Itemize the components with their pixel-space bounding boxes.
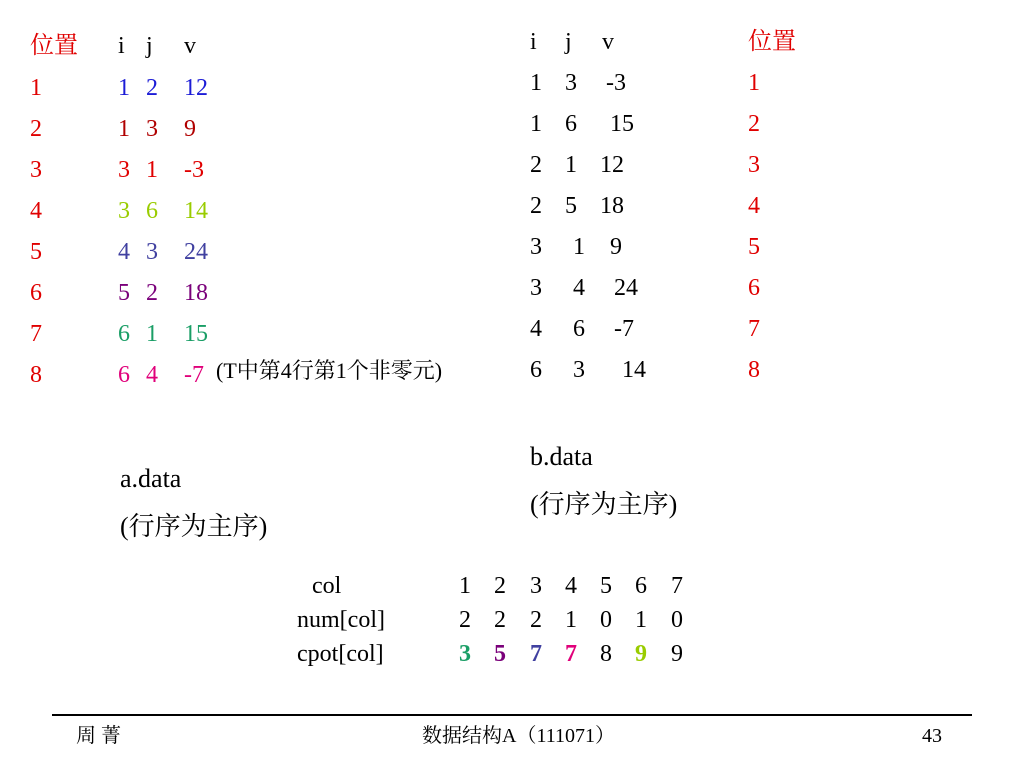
- table-b-cell-j: 3: [573, 357, 585, 383]
- table-b-cell-j: 6: [565, 111, 577, 137]
- table-b-cell-j: 5: [565, 193, 577, 219]
- col-table-cell: 5: [600, 573, 612, 599]
- table-a-cell-i: 1: [118, 116, 130, 142]
- table-a-cell-j: 4: [146, 362, 158, 388]
- table-a-note: (T中第4行第1个非零元): [216, 358, 443, 383]
- table-b-cell-v: 14: [622, 357, 646, 383]
- table-b-header-v: v: [602, 29, 614, 55]
- table-b-cell-v: 15: [610, 111, 634, 137]
- table-a-cell-i: 1: [118, 75, 130, 101]
- table-b-cell-i: 2: [530, 193, 542, 219]
- table-b-cell-v: 24: [614, 275, 638, 301]
- table-a-header-i: i: [118, 33, 125, 59]
- table-b-position-header: 位置: [748, 29, 796, 55]
- footer-divider: [52, 714, 972, 716]
- col-table-cell: 9: [671, 641, 683, 667]
- footer-author: 周 菁: [76, 725, 121, 747]
- table-b-header-i: i: [530, 29, 537, 55]
- table-a-cell-j: 1: [146, 157, 158, 183]
- table-a-position: 1: [30, 75, 42, 101]
- table-b-cell-i: 1: [530, 111, 542, 137]
- table-b-cell-j: 1: [573, 234, 585, 260]
- table-b-cell-v: 9: [610, 234, 622, 260]
- table-a-header-j: j: [146, 33, 153, 59]
- table-a-cell-v: 14: [184, 198, 208, 224]
- table-a-caption: a.data: [120, 464, 182, 493]
- table-b-cell-i: 3: [530, 234, 542, 260]
- table-b-cell-j: 6: [573, 316, 585, 342]
- table-b-cell-v: 12: [600, 152, 624, 178]
- col-table-cell: 0: [600, 607, 612, 633]
- table-b-cell-v: -3: [606, 70, 626, 96]
- col-table-row-label: col: [312, 573, 342, 599]
- table-a-cell-v: 9: [184, 116, 196, 142]
- table-a-cell-j: 3: [146, 116, 158, 142]
- table-a-position: 3: [30, 157, 42, 183]
- table-b-cell-v: 18: [600, 193, 624, 219]
- table-a-position: 4: [30, 198, 42, 224]
- table-a-position: 8: [30, 362, 42, 388]
- table-b-cell-i: 4: [530, 316, 542, 342]
- col-table-cell: 7: [671, 573, 683, 599]
- table-a-position: 6: [30, 280, 42, 306]
- table-b-cell-i: 2: [530, 152, 542, 178]
- table-a-cell-j: 2: [146, 75, 158, 101]
- col-table-cell: 2: [494, 573, 506, 599]
- footer-course: 数据结构A（111071）: [422, 725, 615, 747]
- table-b-cell-i: 6: [530, 357, 542, 383]
- table-a-position-header: 位置: [30, 33, 78, 59]
- table-a-cell-v: -3: [184, 157, 204, 183]
- col-table-cell: 1: [459, 573, 471, 599]
- table-a-cell-v: 12: [184, 75, 208, 101]
- col-table-cell: 1: [635, 607, 647, 633]
- col-table-cell: 2: [530, 607, 542, 633]
- table-b-cell-j: 1: [565, 152, 577, 178]
- table-a-cell-j: 6: [146, 198, 158, 224]
- col-table-cell: 7: [530, 641, 542, 667]
- table-b-header-j: j: [565, 29, 572, 55]
- table-a-cell-i: 5: [118, 280, 130, 306]
- table-b-position: 2: [748, 111, 760, 137]
- table-b-cell-j: 4: [573, 275, 585, 301]
- col-table-cell: 0: [671, 607, 683, 633]
- table-a-cell-v: 24: [184, 239, 208, 265]
- table-b-position: 4: [748, 193, 760, 219]
- table-b-position: 5: [748, 234, 760, 260]
- table-a-cell-v: -7: [184, 362, 204, 388]
- table-b-position: 7: [748, 316, 760, 342]
- table-a-cell-j: 3: [146, 239, 158, 265]
- table-a-cell-v: 15: [184, 321, 208, 347]
- col-table-row-label: num[col]: [297, 607, 385, 633]
- col-table-cell: 4: [565, 573, 577, 599]
- table-b-position: 8: [748, 357, 760, 383]
- table-b-position: 3: [748, 152, 760, 178]
- table-b-caption-order: (行序为主序): [530, 490, 678, 519]
- col-table-cell: 1: [565, 607, 577, 633]
- col-table-cell: 6: [635, 573, 647, 599]
- col-table-cell: 9: [635, 641, 647, 667]
- col-table-cell: 7: [565, 641, 577, 667]
- table-a-cell-v: 18: [184, 280, 208, 306]
- table-b-cell-i: 1: [530, 70, 542, 96]
- table-a-position: 2: [30, 116, 42, 142]
- col-table-cell: 3: [530, 573, 542, 599]
- table-a-position: 7: [30, 321, 42, 347]
- table-a-cell-i: 3: [118, 157, 130, 183]
- table-a-header-v: v: [184, 33, 196, 59]
- table-a-cell-i: 4: [118, 239, 130, 265]
- table-a-cell-i: 3: [118, 198, 130, 224]
- table-b-cell-j: 3: [565, 70, 577, 96]
- table-b-cell-v: -7: [614, 316, 634, 342]
- table-a-caption-order: (行序为主序): [120, 512, 268, 541]
- footer-page-number: 43: [922, 725, 942, 747]
- col-table-cell: 2: [459, 607, 471, 633]
- table-a-cell-i: 6: [118, 362, 130, 388]
- table-b-position: 1: [748, 70, 760, 96]
- table-a-cell-i: 6: [118, 321, 130, 347]
- table-a-cell-j: 2: [146, 280, 158, 306]
- table-b-position: 6: [748, 275, 760, 301]
- col-table-row-label: cpot[col]: [297, 641, 384, 667]
- table-b-cell-i: 3: [530, 275, 542, 301]
- col-table-cell: 2: [494, 607, 506, 633]
- col-table-cell: 8: [600, 641, 612, 667]
- col-table-cell: 5: [494, 641, 506, 667]
- col-table-cell: 3: [459, 641, 471, 667]
- table-a-cell-j: 1: [146, 321, 158, 347]
- table-b-caption: b.data: [530, 442, 593, 471]
- table-a-position: 5: [30, 239, 42, 265]
